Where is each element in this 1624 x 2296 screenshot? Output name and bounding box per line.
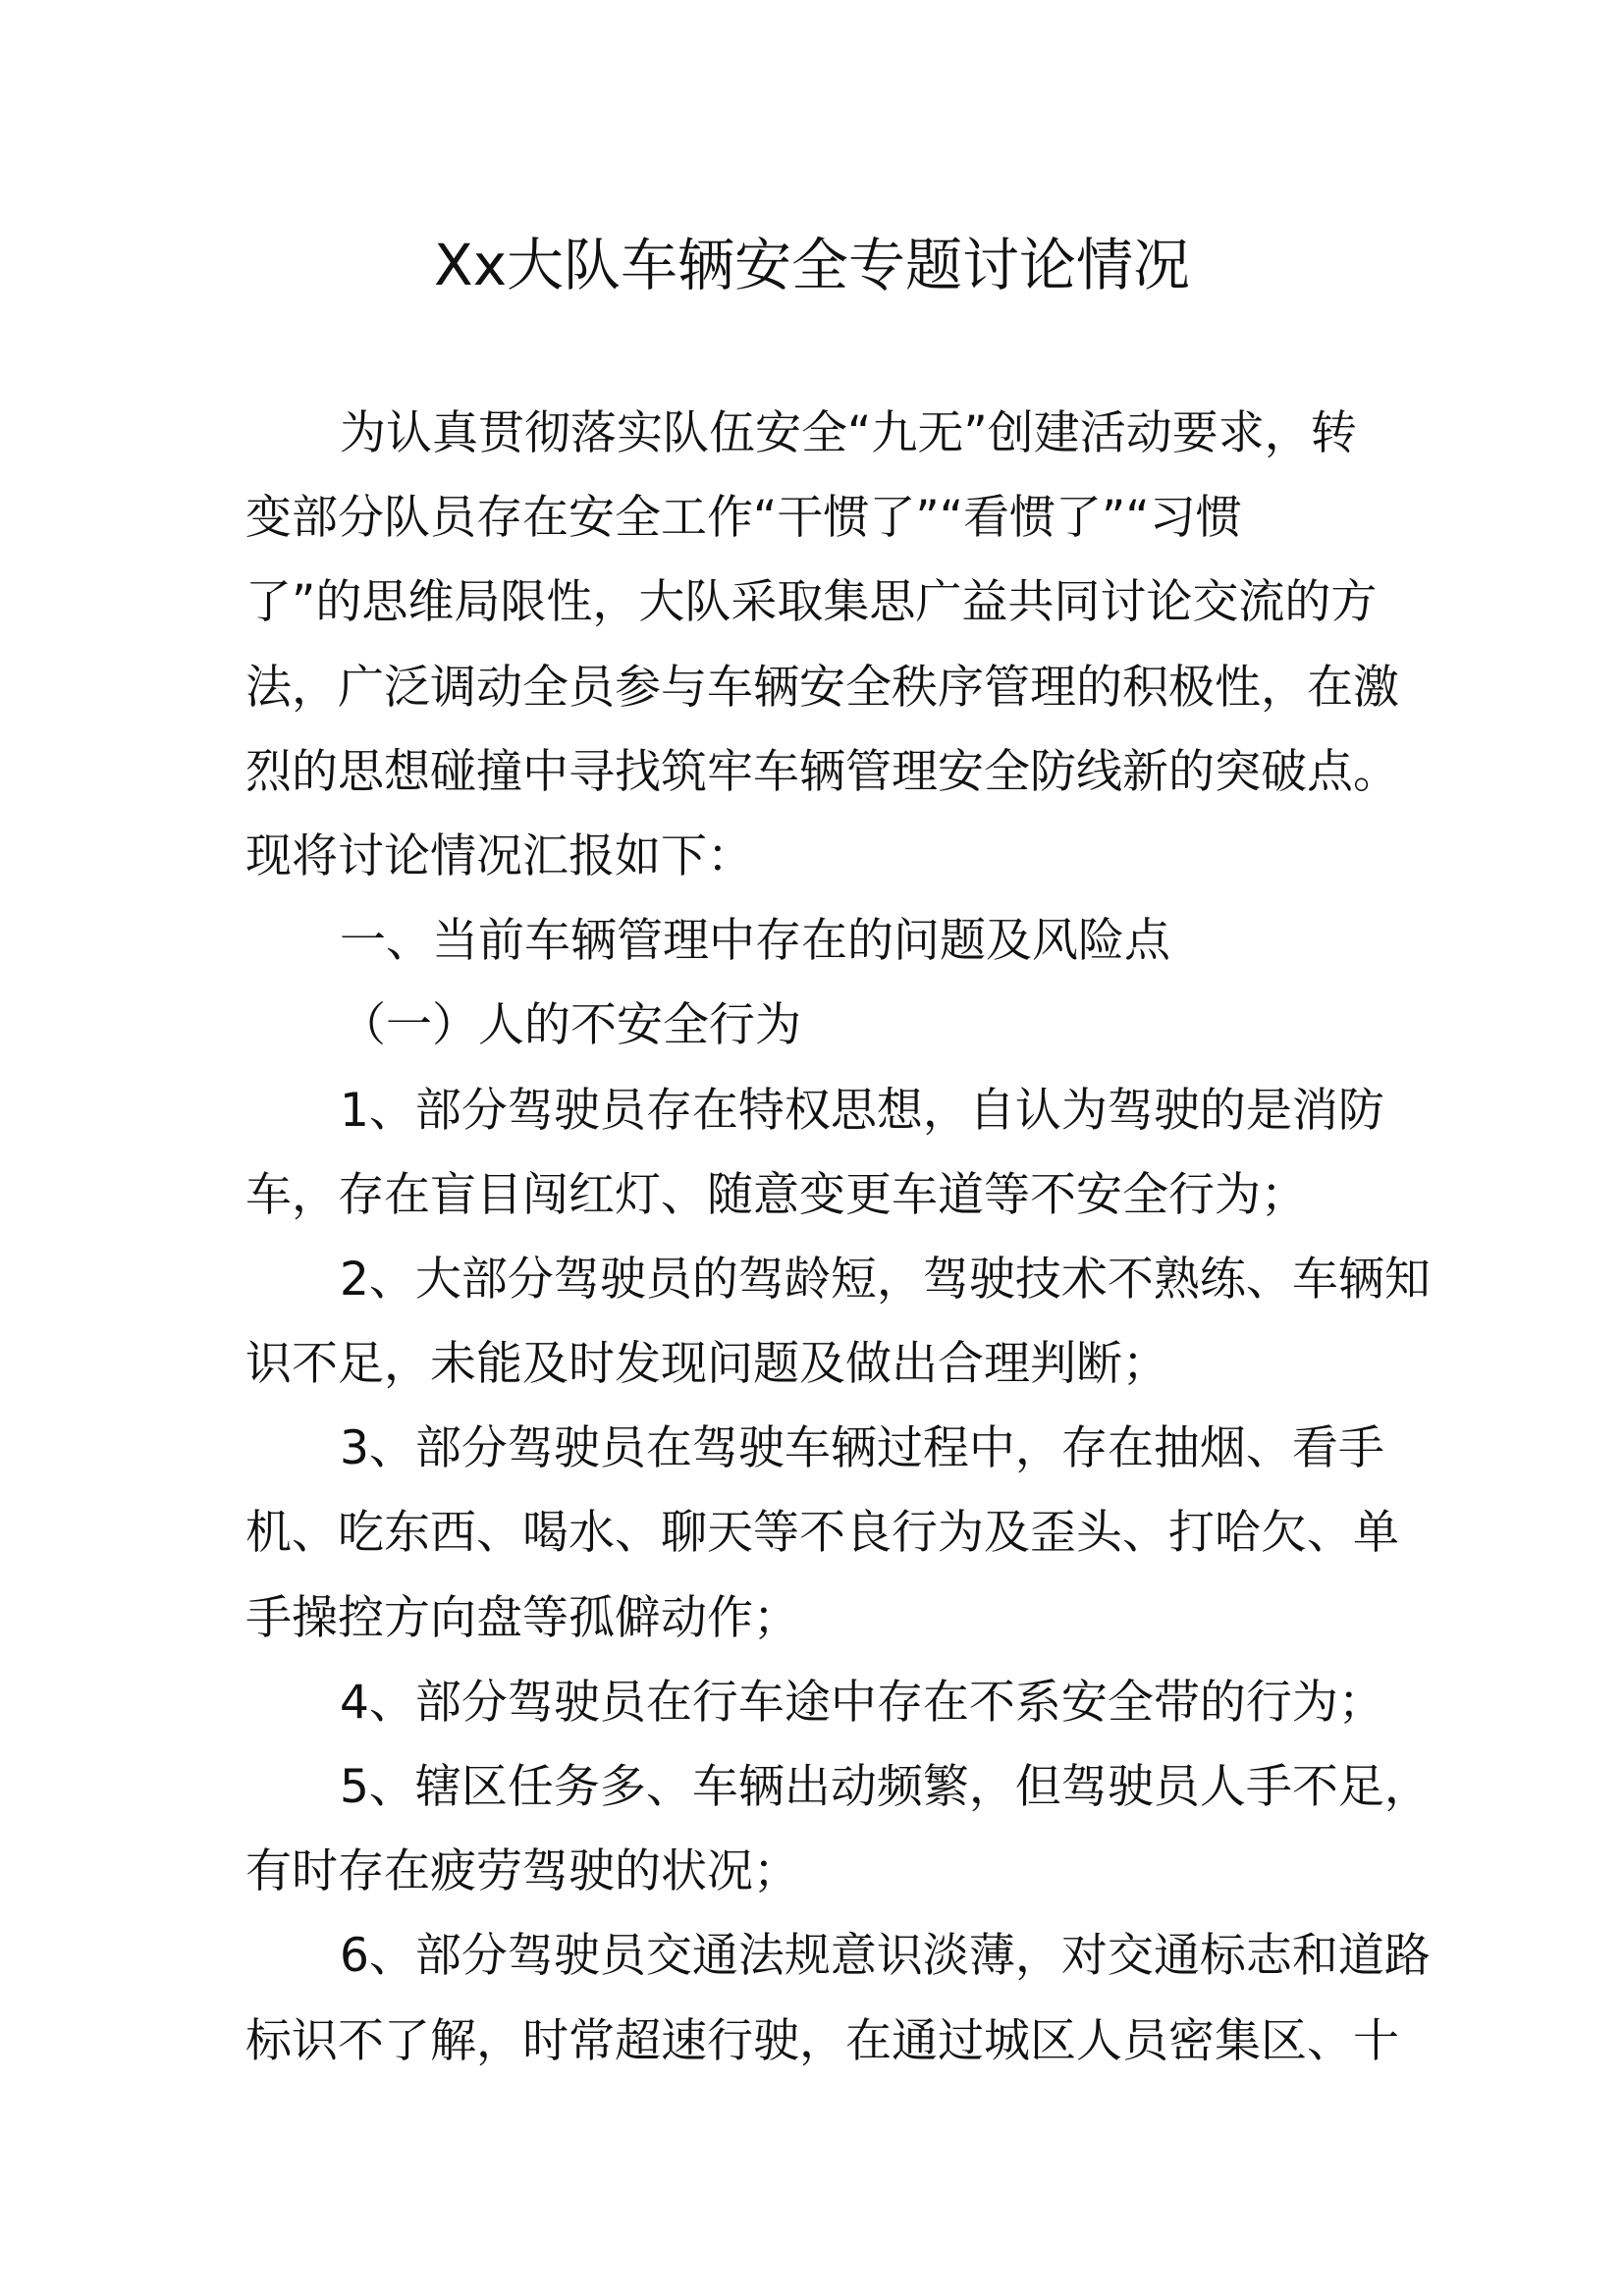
text-line: 现将讨论情况汇报如下：: [245, 828, 753, 883]
text-line: 变部分队员存在安全工作“干惯了”“看惯了”“习惯: [245, 491, 1242, 546]
text-line: 识不足，未能及时发现问题及做出合理判断；: [245, 1337, 1168, 1392]
text-line: 机、吃东西、喝水、聊天等不良行为及歪头、打哈欠、单: [245, 1506, 1399, 1561]
text-line: 6、部分驾驶员交通法规意识淡薄，对交通标志和道路: [340, 1929, 1431, 1984]
text-line: 3、部分驾驶员在驾驶车辆过程中，存在抽烟、看手: [340, 1421, 1384, 1476]
text-line: 烈的思想碰撞中寻找筑牢车辆管理安全防线新的突破点。: [245, 744, 1399, 799]
paragraph: [245, 1238, 1431, 1407]
paragraph: [245, 1407, 1399, 1661]
paragraph: [245, 899, 1386, 984]
paragraph: [245, 1069, 1386, 1238]
text-line: 了”的思维局限性，大队采取集思广益共同讨论交流的方: [245, 575, 1378, 630]
text-line: 为认真贯彻落实队伍安全“九无”创建活动要求，转: [340, 406, 1357, 460]
paragraph: [245, 1661, 1386, 1745]
paragraph: [245, 392, 1399, 899]
paragraph: [245, 984, 1386, 1068]
paragraph: [245, 1745, 1431, 1914]
text-line: 车，存在盲目闯红灯、随意变更车道等不安全行为；: [245, 1167, 1307, 1222]
paragraph: [245, 1914, 1431, 2083]
text-line: 有时存在疲劳驾驶的状况；: [245, 1844, 799, 1899]
text-line: （一）人的不安全行为: [340, 998, 801, 1053]
text-line: 手操控方向盘等孤僻动作；: [245, 1590, 799, 1645]
text-line: 标识不了解，时常超速行驶，在通过城区人员密集区、十: [245, 2013, 1399, 2068]
text-line: 一、当前车辆管理中存在的问题及风险点: [340, 914, 1170, 969]
text-line: 4、部分驾驶员在行车途中存在不系安全带的行为；: [340, 1675, 1384, 1730]
text-line: 法，广泛调动全员参与车辆安全秩序管理的积极性，在激: [245, 660, 1399, 715]
document-body: [245, 392, 1431, 2084]
text-line: 5、辖区任务多、车辆出动频繁，但驾驶员人手不足，: [340, 1760, 1431, 1814]
text-line: 2、大部分驾驶员的驾龄短，驾驶技术不熟练、车辆知: [340, 1252, 1431, 1307]
document-title: Xx大队车辆安全专题讨论情况: [433, 232, 1191, 298]
text-line: 1、部分驾驶员存在特权思想，自认为驾驶的是消防: [340, 1083, 1384, 1138]
